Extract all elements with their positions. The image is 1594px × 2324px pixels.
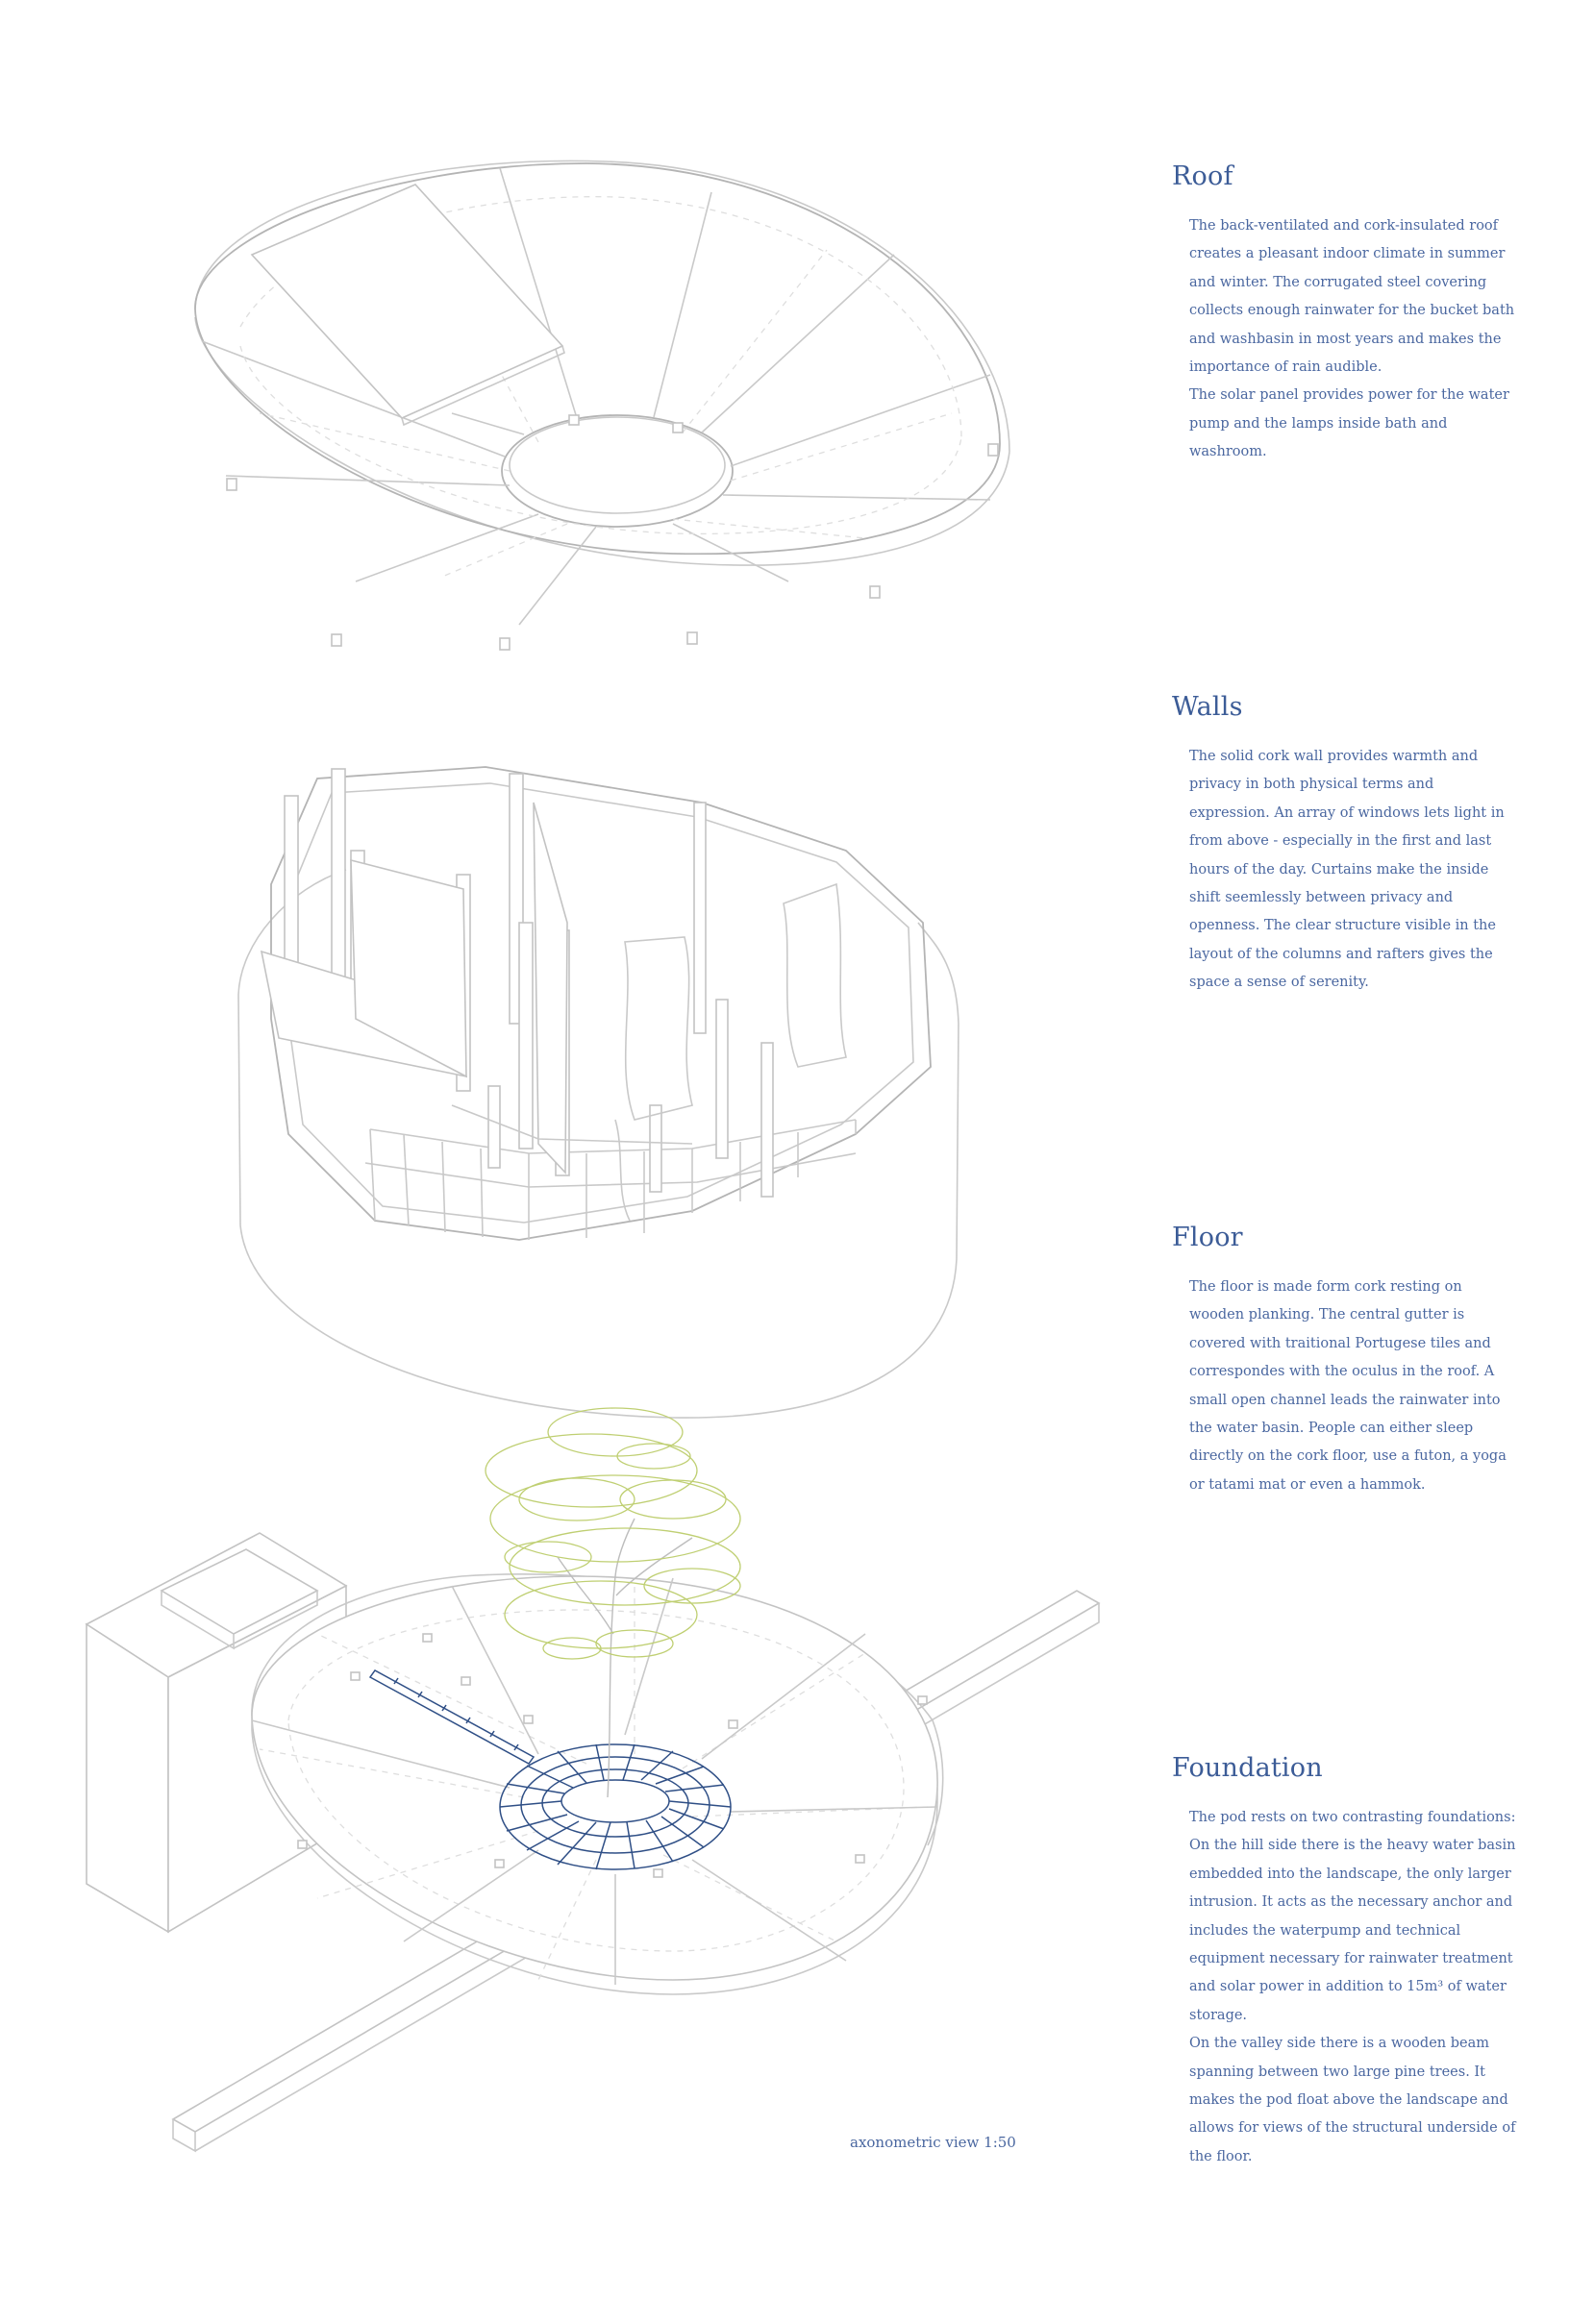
section-foundation xyxy=(1172,1753,1518,2171)
section-floor xyxy=(1172,1223,1518,1499)
foundation-drawing xyxy=(87,1408,1099,2151)
floor-heading: Floor xyxy=(1172,1223,1243,1252)
section-walls xyxy=(1172,692,1518,998)
foundation-description xyxy=(1172,1804,1518,2171)
drawing-caption: axonometric view 1:50 xyxy=(850,2134,1016,2151)
foundation-paragraph-2: On the valley side there is a wooden beam spanning between two large pine trees. It makes the pod float above the landscape and allows for views of the structural underside of the floor. xyxy=(1189,2036,1516,2164)
roof-paragraph-1: The back-ventilated and cork-insulated roof creates a pleasant indoor climate in summer and winter. The corrugated steel covering collects enough rainwater for the bucket bath and washbasin in most years and makes the importance of rain audible. xyxy=(1189,218,1515,376)
floor-paragraph-1: The floor is made form cork resting on wooden planking. The central gutter is covered with traitional Portugese tiles and correspondes with the oculus in the roof. A small open channel leads the rainwater into the water basin. People can either sleep directly on the cork floor, use a futon, a yoga or tatami mat or even a hammok. xyxy=(1189,1279,1507,1493)
roof-paragraph-2: The solar panel provides power for the water pump and the lamps inside bath and washroom. xyxy=(1189,387,1509,460)
section-roof xyxy=(1172,161,1518,467)
foundation-heading: Foundation xyxy=(1172,1753,1323,1783)
foundation-paragraph-1: The pod rests on two contrasting foundations: On the hill side there is the heavy water basin embedded into the landscape, the only larger intrusion. It acts as the necessary anchor and includes the waterpump and technical equipment necessary for rainwater treatment and solar power in addition to 15m³ of water storage. xyxy=(1189,1810,1516,2023)
walls-drawing xyxy=(238,767,959,1418)
roof-description xyxy=(1172,212,1518,467)
floor-description xyxy=(1172,1273,1518,1499)
walls-description xyxy=(1172,743,1518,998)
roof-heading: Roof xyxy=(1172,161,1233,191)
roof-drawing xyxy=(195,161,1009,650)
walls-heading: Walls xyxy=(1172,692,1243,722)
walls-paragraph-1: The solid cork wall provides warmth and privacy in both physical terms and expression. An array of windows lets light in from above - especially in the first and last hours of the day. Curtains make the inside shift seemlessly between privacy and openness. The clear structure visible in the layout of the columns and rafters gives the space a sense of serenity. xyxy=(1189,749,1505,991)
